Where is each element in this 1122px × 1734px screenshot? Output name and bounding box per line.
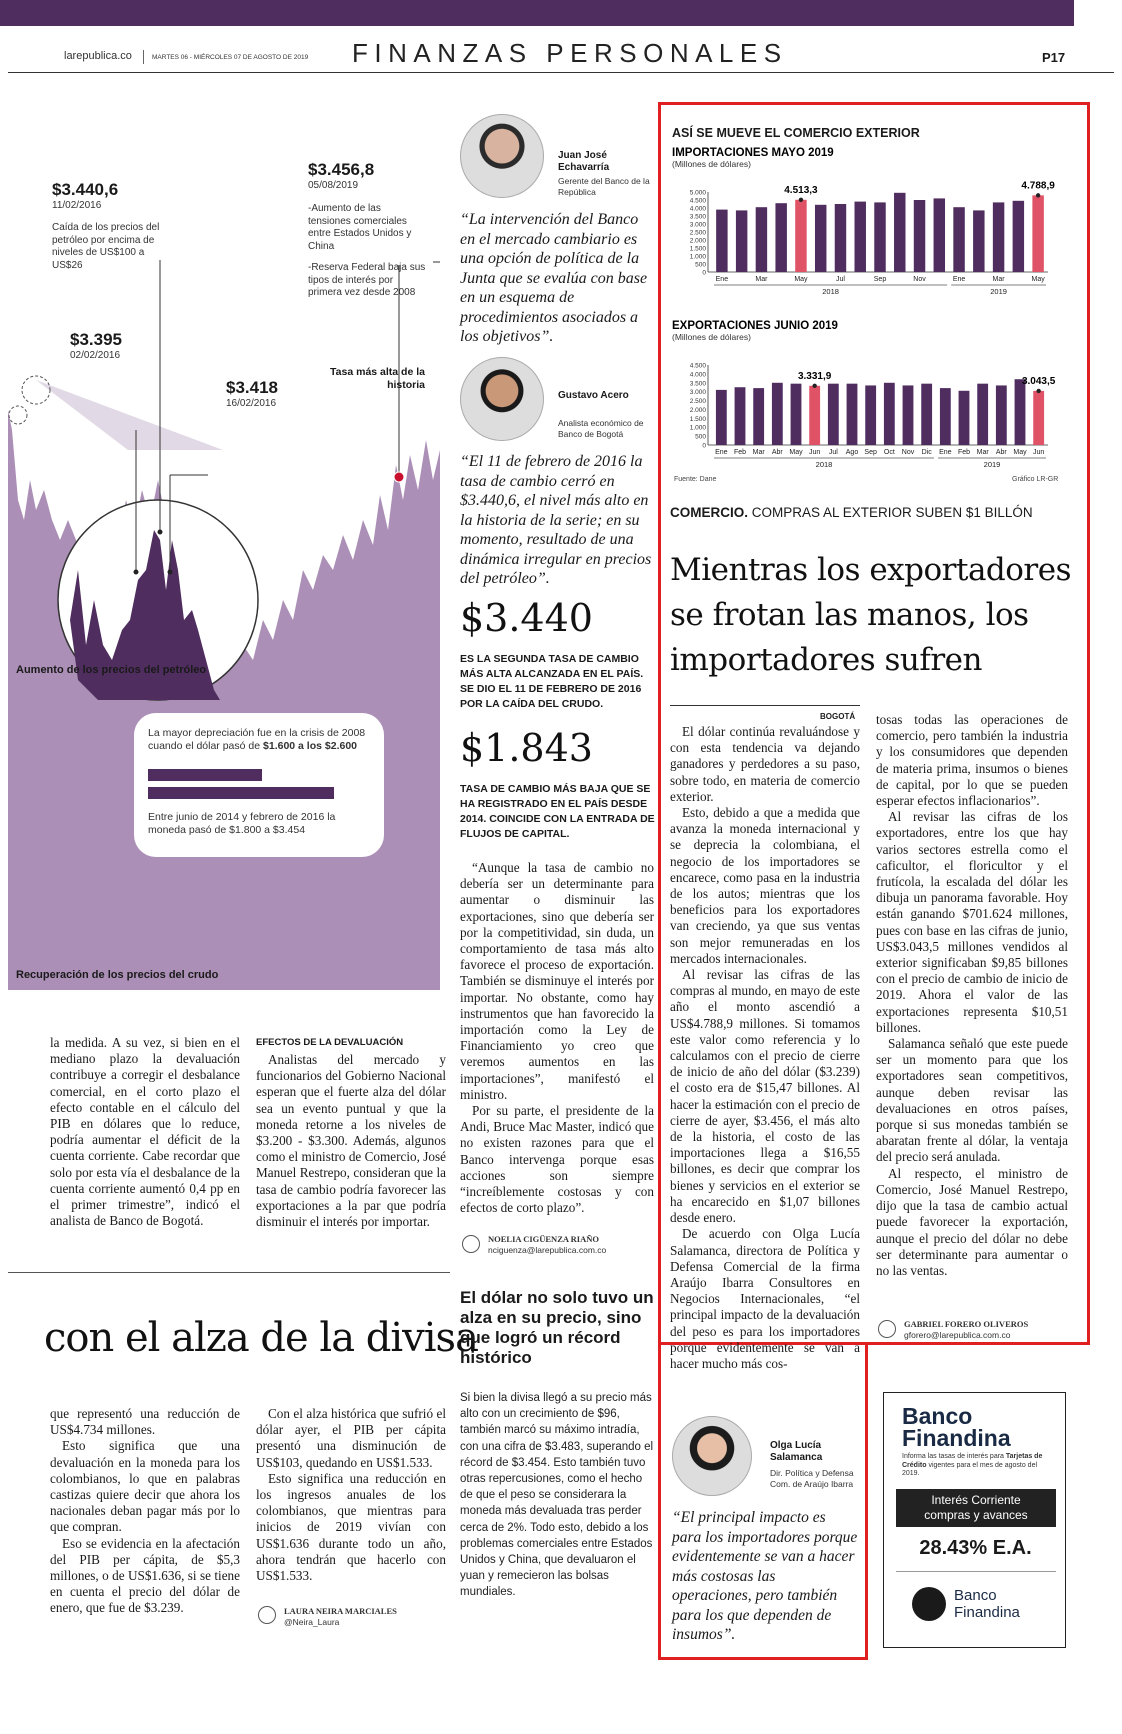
point-date-3: 02/02/2016	[70, 350, 121, 361]
imports-marker	[1036, 193, 1040, 197]
byline-chat-icon	[462, 1235, 480, 1253]
exports-xtick: Jul	[828, 449, 838, 456]
article-col-2	[876, 712, 1068, 1279]
point-value-4: $3.418	[226, 378, 278, 397]
exports-ytick: 3.500	[689, 380, 706, 388]
imports-xtick: Sep	[873, 276, 887, 283]
paragraph: Analistas del mercado y funcionarios del Gobierno Nacional esperan que el fuerte alza del dólar sea un evento puntual y que la moneda retorne a los niveles de $3.200 - $3.300. Además, algunos como el ministro de Comercio, José Manuel Restrepo, consideran que la tasa de cambio podría favorecer las exportaciones a la par que podría disminuir el interés por importar.	[256, 1052, 446, 1230]
exports-xtick: Ago	[845, 449, 859, 456]
exports-marker	[812, 384, 816, 388]
paragraph: la medida. A su vez, si bien en el mediano plazo la devaluación contribuye a corregir el desbalance comercial, en el corto plazo el efecto contable en el cálculo del PIB en dólares que lo reduce, podría aumentar el déficit de la cuenta corriente. Cabe recordar que solo por esta vía el desbalance de la cuenta corriente aumentó 0,4 pp en el primer trimestre”, indicó el analista de Banco de Bogotá.	[50, 1035, 240, 1229]
ad-rate: 28.43% E.A.	[919, 1537, 1032, 1559]
depreciation-bar-2008	[148, 769, 262, 781]
bottom-headline: con el alza de la divisa	[44, 1315, 478, 1361]
paragraph: “Aunque la tasa de cambio no debería ser un determinante para aumentar o disminuir las exportaciones, sino que debería ser por la competitividad, sin duda, un comportamiento de tasa más alto favorece el proceso de exportación. También se disminuye el interés por importar. No obstante, como hay instrumentos que han favorecido la importación como la Ley de Financiamiento yo creo que veremos aumentos en las importaciones”, manifestó el ministro.	[460, 860, 654, 1102]
exports-bar	[828, 384, 839, 445]
p1-role: Gerente del Banco de la República	[558, 176, 650, 197]
p1-name: Juan José Echavarría	[558, 150, 610, 173]
article-headline: Mientras los exportadores se frotan las manos, los importadores sufren	[670, 552, 1072, 678]
paragraph: Esto, debido a que a medida que avanza la moneda internacional y se deprecia la colombiana, el negocio de los importadores se encarece, como pasa en la industria de los autos; mientras que los beneficios para los exportadores van creciendo, ya que sus ventas son mejor remuneradas en los mercados internacionales.	[670, 805, 860, 966]
paragraph: De acuerdo con Olga Lucía Salamanca, directora de Política y Defensa Comercial de la firma Araújo Ibarra Consultores en Negocios Internacionales, “el principal impacto de la devaluación del peso es para los importadores porque evidentemente se van a hacer mucho más cos-	[670, 1226, 860, 1371]
figure-2: $1.843	[460, 726, 593, 770]
bank-ad[interactable]	[883, 1392, 1066, 1648]
paragraph: Con el alza histórica que sufrió el dólar ayer, el PIB per cápita presentó una disminución de US$103, quedando en US$1.533.	[256, 1406, 446, 1470]
exports-ytick: 4.500	[689, 362, 706, 370]
paragraph: Eso se evidencia en la afectación del PIB per cápita, de $5,3 millones, o de US$1.636, si se tiene en cuenta el precio del dólar de enero, que fue de $3.239.	[50, 1535, 240, 1616]
exports-xtick: Abr	[771, 449, 783, 456]
exports-data-label: 3.331,9	[797, 370, 832, 382]
exports-ytick: 0	[702, 442, 706, 450]
exports-bar	[735, 387, 746, 445]
imports-ytick: 2.000	[689, 237, 706, 245]
ad-band-1: Interés Corriente	[931, 1493, 1021, 1507]
depreciation-box	[134, 713, 384, 857]
exports-ytick: 500	[695, 433, 706, 441]
imports-bar	[894, 193, 905, 272]
exports-data-label: 3.043,5	[1021, 375, 1056, 387]
imports-xtick: Mar	[755, 276, 768, 283]
ad-small-1: Informa las tasas de interés para	[902, 1453, 1004, 1460]
imports-ytick: 5.000	[689, 189, 706, 197]
exports-ytick: 4.000	[689, 371, 706, 379]
ad-band-2: compras y avances	[924, 1508, 1028, 1522]
p2-quote: “El 11 de febrero de 2016 la tasa de cambio cerró en $3.440,6, el nivel más alto en la historia de la serie; en su momento, resultado de una dinámica irregular en precios del petróleo”.	[460, 453, 652, 587]
imports-xtick: Ene	[952, 276, 966, 283]
ad-logo-2: Finandina	[954, 1604, 1020, 1621]
imports-xtick: Mar	[992, 276, 1005, 283]
imports-bar	[835, 204, 846, 272]
exports-year-label: 2018	[815, 460, 833, 469]
exports-xtick: Nov	[901, 449, 915, 456]
imports-title: IMPORTACIONES MAYO 2019	[672, 147, 834, 159]
text-col-3	[460, 860, 654, 1216]
ad-divider	[896, 1571, 1056, 1572]
imports-chart	[668, 142, 1058, 312]
exports-bar	[921, 384, 932, 445]
paragraph: Al revisar las cifras de los exportadores, entre los que hay varios sectores estrella como el caficultor, el floricultor y el frutícola, la escalada del dólar les dibuja un panorama favorable. Hoy están ganando $701.624 millones, pues con base en las cifras de junio, US$3.043,5 millones vendidos al exterior significaban $9,85 billones con el precio de cambio de inicio de 2019. Ahora el valor de las exportaciones representa $10,51 billones.	[876, 809, 1068, 1035]
depreciation-text-1b: $1.600 a los $2.600	[263, 740, 358, 752]
imports-xtick: Nov	[913, 276, 926, 283]
imports-ytick: 3.000	[689, 221, 706, 229]
exports-ytick: 3.000	[689, 389, 706, 397]
imports-ytick: 3.500	[689, 213, 706, 221]
headline-rule	[670, 705, 860, 706]
figure-2-caption: TASA DE CAMBIO MÁS BAJA QUE SE HA REGISTRADO EN EL PAÍS DESDE 2014. COINCIDE CON LA ENTRADA DE FLUJOS DE CAPITAL.	[460, 783, 655, 840]
paragraph: Por su parte, el presidente de la Andi, Bruce Mac Master, indicó que no existen razones para que el Banco intervenga porque esas acciones son siempre “increíblemente costosas y con efectos de corto plazo”.	[460, 1103, 654, 1216]
ad-small-2: Tarjetas de Crédito	[902, 1453, 1043, 1469]
article-col-1	[670, 724, 860, 1372]
p3-quote: “El principal impacto es para los importadores porque evidentemente se van a hacer más costosas las operaciones, pero también para los que dependen de insumos”.	[672, 1509, 858, 1643]
ad-band	[896, 1489, 1056, 1527]
side-text: Si bien la divisa llegó a su precio más alto con un crecimiento de $96, también marcó su máximo intradía, con una cifra de $3.483, superando el récord de $3.454. Esto también tuvo otras repercusiones, como el hecho de que el peso se considerara la moneda más devaluada tras perder cerca de 2%. Todo esto, debido a los problemas comerciales entre Estados Unidos y China, que devaluaron el yuan y remecieron las bolsas mundiales.	[460, 1392, 654, 1599]
imports-ytick: 4.500	[689, 197, 706, 205]
imports-bar	[795, 200, 806, 272]
exports-xtick: Sep	[864, 449, 877, 456]
p3-role: Dir. Política y Defensa Com. de Araújo Ibarra	[770, 1468, 854, 1489]
paragraph: Al revisar las cifras de las compras al mundo, en mayo de este año el monto ascendió a US$4.788,9 millones. Si tomamos este valor como referencia y lo calculamos con el precio de cierre de inicio de año del dólar ($3.239) el costo era de $15,47 billones. Al hacer la estimación con el precio de cierre de ayer, $3.456, el más alto de la historia, el costo de las importaciones llega a $16,55 billones, es decir que comprar los bienes y servicios en el exterior se ha encarecido en $1,07 billones desde enero.	[670, 967, 860, 1226]
p3-name: Olga Lucía Salamanca	[770, 1440, 823, 1463]
page-number: P17	[1042, 50, 1066, 65]
imports-data-label: 4.513,3	[784, 184, 818, 196]
oil-label: Aumento de los precios del petróleo	[16, 664, 207, 676]
exports-bar	[847, 384, 858, 445]
section-title: FINANZAS PERSONALES	[352, 38, 788, 68]
imports-marker	[799, 198, 803, 202]
point-value-1: $3.440,6	[52, 180, 119, 199]
site-name: larepublica.co	[64, 50, 132, 62]
exports-bar	[791, 384, 802, 445]
exports-chart	[668, 315, 1058, 485]
imports-xtick: May	[1031, 276, 1045, 283]
imports-bar	[874, 202, 885, 272]
exports-xtick: Ene	[939, 449, 952, 456]
exports-bar	[716, 390, 727, 445]
exports-xtick: May	[789, 449, 803, 456]
imports-year-label: 2018	[822, 287, 839, 296]
point-value-3: $3.395	[70, 330, 122, 349]
paragraph: El dólar continúa revaluándose y con esta tendencia va dejando ganadores y perdedores a su paso, sobre todo, en materia de comercio exterior.	[670, 724, 860, 804]
point-note-2a: -Aumento de las tensiones comerciales entre Estados Unidos y China	[308, 203, 412, 252]
text-col-2	[256, 1052, 446, 1230]
imports-bar	[775, 203, 786, 272]
byline-name-1: NOELIA CIGÜENZA RIAÑO	[488, 1234, 599, 1244]
photo-salamanca	[672, 1416, 752, 1496]
imports-data-label: 4.788,9	[1021, 180, 1055, 192]
exports-bar	[865, 385, 876, 445]
imports-bar	[855, 202, 866, 272]
imports-xtick: Jul	[835, 276, 845, 283]
ad-logo-1: Banco	[954, 1587, 997, 1604]
exports-ytick: 2.500	[689, 398, 706, 406]
p1-quote: “La intervención del Banco en el mercado cambiario es una opción de política de la Junta que se evalúa con base en un esquema de procedimientos asociados a los objetivos”.	[460, 211, 648, 345]
depreciation-text-1: La mayor depreciación fue en la crisis de 2008 cuando el dólar pasó de	[148, 727, 366, 752]
exports-xtick: Mar	[976, 449, 989, 456]
exports-ytick: 2.000	[689, 406, 706, 414]
imports-ytick: 2.500	[689, 229, 706, 237]
imports-xtick: May	[794, 276, 808, 283]
p2-role: Analista económico de Banco de Bogotá	[558, 418, 644, 439]
point-value-2: $3.456,8	[308, 160, 375, 179]
ad-brand-1: Banco	[902, 1403, 973, 1429]
imports-ytick: 1.500	[689, 245, 706, 253]
frame-divider	[863, 1342, 1090, 1345]
exports-year-label: 2019	[983, 460, 1001, 469]
exports-bar	[903, 385, 914, 445]
exports-xtick: Feb	[733, 449, 747, 456]
imports-bar	[815, 205, 826, 272]
imports-ytick: 1.000	[689, 253, 706, 261]
article-kicker: COMERCIO. COMPRAS AL EXTERIOR SUBEN $1 BILLÓN	[670, 505, 1033, 520]
exports-ylabel: (Millones de dólares)	[672, 332, 751, 342]
exports-bar	[772, 383, 783, 445]
header-divider	[143, 50, 144, 64]
byline-mail-3: gforero@larepublica.com.co	[904, 1330, 1011, 1340]
chart-credit: Gráfico LR-GR	[1012, 476, 1059, 483]
ad-brand-2: Finandina	[902, 1425, 1011, 1451]
exports-bar	[809, 386, 820, 445]
exports-bar	[884, 383, 895, 445]
point-note-1: Caída de los precios del petróleo por encima de niveles de US$100 a US$26	[52, 222, 160, 271]
text-col-1	[50, 1035, 240, 1229]
paragraph: Al respecto, el ministro de Comercio, José Manuel Restrepo, dijo que la tasa de cambio actual puede favorecer la exportación, aunque el precio del dólar no debe ser determinante para aumentar o no las ventas.	[876, 1165, 1068, 1278]
side-headline: El dólar no solo tuvo un alza en su precio, sino que logró un récord histórico	[460, 1288, 654, 1367]
imports-bar	[973, 210, 984, 272]
depreciation-text-2: Entre junio de 2014 y febrero de 2016 la moneda pasó de $1.800 a $3.454	[148, 811, 336, 836]
header-rule	[8, 72, 1114, 73]
byline-name-2: LAURA NEIRA MARCIALES	[284, 1606, 397, 1616]
recovery-label: Recuperación de los precios del crudo	[16, 969, 219, 981]
figure-1-caption: ES LA SEGUNDA TASA DE CAMBIO MÁS ALTA ALCANZADA EN EL PAÍS. SE DIO EL 11 DE FEBRERO DE 2016 POR LA CAÍDA DEL CRUDO.	[460, 653, 644, 710]
exports-bar	[977, 384, 988, 445]
imports-ylabel: (Millones de dólares)	[672, 159, 751, 169]
exports-xtick: Dic	[921, 449, 932, 456]
paragraph: Salamanca señaló que este puede ser un momento para que los exportadores sean competitivos, aunque deben revisar las devaluaciones en otros países, porque si sus monedas también se abaratan frente al dólar, la ventaja del precio será anulada.	[876, 1036, 1068, 1165]
imports-bar	[934, 198, 945, 272]
dateline: BOGOTÁ	[820, 712, 856, 721]
byline-mail-1: nciguenza@larepublica.com.co	[488, 1245, 607, 1255]
exports-xtick: Ene	[715, 449, 728, 456]
exports-ytick: 1.500	[689, 415, 706, 423]
exports-xtick: Abr	[995, 449, 1007, 456]
point-note-2b: -Reserva Federal baja sus tipos de interés por primera vez desde 2008	[308, 262, 426, 298]
text-col-4	[50, 1406, 240, 1617]
imports-ytick: 0	[702, 269, 706, 277]
bottom-rule	[8, 1272, 450, 1273]
exports-bar	[753, 388, 764, 445]
exports-marker	[1036, 389, 1040, 393]
photo-acero	[460, 357, 544, 441]
photo-echavarria	[460, 114, 544, 198]
imports-bar	[756, 207, 767, 272]
paragraph: que representó una reducción de US$4.734 millones.	[50, 1406, 240, 1438]
exports-ytick: 1.000	[689, 424, 706, 432]
depreciation-bar-2014	[148, 787, 334, 799]
exports-bar	[996, 385, 1007, 445]
exports-xtick: May	[1013, 449, 1027, 456]
effects-title: EFECTOS DE LA DEVALUACIÓN	[256, 1037, 404, 1048]
p2-name: Gustavo Acero	[558, 390, 629, 401]
exports-title: EXPORTACIONES JUNIO 2019	[672, 320, 838, 332]
imports-bar	[914, 200, 925, 272]
byline-name-3: GABRIEL FORERO OLIVEROS	[904, 1319, 1029, 1329]
byline-chat-icon	[878, 1320, 896, 1338]
imports-bar	[1013, 201, 1024, 272]
imports-year-label: 2019	[990, 287, 1007, 296]
imports-xtick: Ene	[715, 276, 729, 283]
chart-source: Fuente: Dane	[674, 476, 717, 483]
top-color-bar	[0, 0, 1074, 26]
byline-chat-icon	[258, 1606, 276, 1624]
exports-xtick: Oct	[883, 449, 895, 456]
imports-ytick: 500	[695, 261, 706, 269]
exports-bar	[1015, 379, 1026, 445]
imports-bar	[953, 207, 964, 272]
figure-1: $3.440	[460, 596, 593, 640]
imports-bar	[1032, 195, 1043, 272]
record-label: Tasa más alta de la historia	[330, 366, 425, 391]
imports-bar	[993, 202, 1004, 272]
imports-bar	[716, 210, 727, 272]
imports-bar	[736, 210, 747, 272]
paragraph: Esto significa que una devaluación en la moneda para los colombianos, lo que en palabras castizas quiere decir que ahora los nacionales deban pagar más por lo que compran.	[50, 1438, 240, 1535]
paragraph: tosas todas las operaciones de comercio, pero también la industria y los consumidores que dependen de materia prima, insumos o bienes de capital, por lo que se pueden esperar efectos inflacionarios”.	[876, 712, 1068, 809]
exports-bar	[1033, 391, 1044, 445]
point-date-4: 16/02/2016	[226, 398, 277, 409]
point-date-2: 05/08/2019	[308, 180, 359, 191]
exports-bar	[940, 388, 951, 445]
issue-date: MARTES 06 - MIÉRCOLES 07 DE AGOSTO DE 2019	[152, 54, 309, 61]
imports-ytick: 4.000	[689, 205, 706, 213]
ad-small-3: vigentes para el mes de agosto del 2019.	[902, 1461, 1038, 1477]
exports-xtick: Feb	[957, 449, 971, 456]
charts-kicker: ASÍ SE MUEVE EL COMERCIO EXTERIOR	[672, 126, 920, 140]
exports-bar	[959, 391, 970, 445]
text-col-5	[256, 1406, 446, 1584]
exports-xtick: Jun	[809, 449, 821, 456]
ad-logo-icon	[912, 1587, 946, 1621]
exports-xtick: Mar	[752, 449, 765, 456]
byline-mail-2: @Neira_Laura	[284, 1617, 340, 1627]
point-date-1: 11/02/2016	[52, 200, 102, 211]
exports-xtick: Jun	[1033, 449, 1045, 456]
paragraph: Esto significa una reducción en los ingresos anuales de los colombianos, que mientras para inicios de 2019 vivían con US$1.636 durante todo un año, ahora tendrán que hacerlo con US$1.533.	[256, 1470, 446, 1584]
